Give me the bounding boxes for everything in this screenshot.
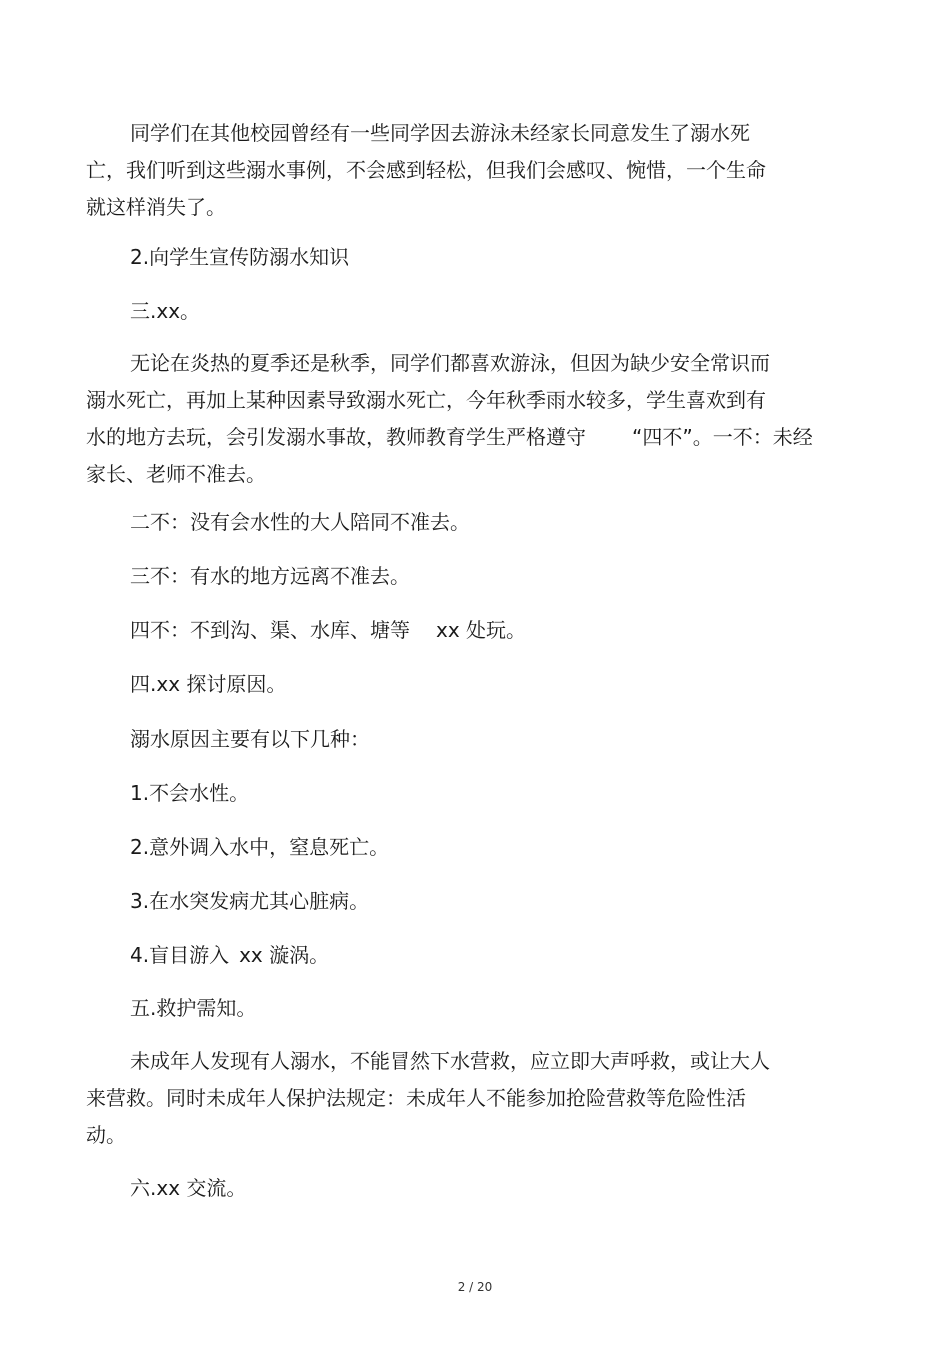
paragraph-line: 五.救护需知。 [130, 996, 257, 1020]
page-number: 2 / 20 [457, 1280, 493, 1294]
paragraph-line: 家长、老师不准去。 [86, 462, 266, 486]
rule-second-not [86, 504, 846, 541]
paragraph-line [86, 419, 846, 456]
causes-intro [86, 721, 846, 758]
paragraph-rescue-notice [86, 1043, 846, 1154]
list-item-publicize-knowledge [86, 239, 846, 276]
rule-fourth-not [86, 612, 846, 649]
paragraph-four-nots-intro [86, 345, 846, 493]
paragraph-drowning-incidents [86, 115, 846, 226]
paragraph-line: 二不：没有会水性的大人陪同不准去。 [130, 510, 470, 534]
paragraph-line: 就这样消失了。 [86, 195, 226, 219]
section-heading-three [86, 293, 846, 330]
paragraph-line: 溺水原因主要有以下几种： [130, 727, 370, 751]
paragraph-line: 未成年人发现有人溺水，不能冒然下水营救，应立即大声呼救，或让大人 [130, 1049, 770, 1073]
text-fragment: xx 处玩。 [436, 618, 527, 642]
rule-third-not [86, 558, 846, 595]
paragraph-line: 1.不会水性。 [130, 781, 250, 805]
text-fragment: “四不”。一不：未经 [632, 425, 813, 449]
text-fragment: xx 漩涡。 [239, 943, 330, 967]
section-heading-six [86, 1170, 846, 1207]
cause-item-3 [86, 883, 846, 920]
paragraph-line [86, 937, 846, 974]
paragraph-line: 同学们在其他校园曾经有一些同学因去游泳未经家长同意发生了溺水死 [130, 121, 750, 145]
text-fragment: 4.盲目游入 [130, 943, 230, 967]
text-fragment: 四不：不到沟、渠、水库、塘等 [130, 618, 410, 642]
paragraph-line [86, 612, 846, 649]
paragraph-line: 三不：有水的地方远离不准去。 [130, 564, 410, 588]
section-heading-five [86, 990, 846, 1027]
cause-item-1 [86, 775, 846, 812]
paragraph-line: 3.在水突发病尤其心脏病。 [130, 889, 370, 913]
cause-item-2 [86, 829, 846, 866]
paragraph-line: 来营救。同时未成年人保护法规定：未成年人不能参加抢险营救等危险性活 [86, 1086, 746, 1110]
paragraph-line: 三.xx。 [130, 299, 201, 323]
section-heading-four [86, 666, 846, 703]
paragraph-line: 无论在炎热的夏季还是秋季，同学们都喜欢游泳，但因为缺少安全常识而 [130, 351, 770, 375]
paragraph-line: 四.xx 探讨原因。 [130, 672, 287, 696]
paragraph-line: 溺水死亡，再加上某种因素导致溺水死亡，今年秋季雨水较多，学生喜欢到有 [86, 388, 766, 412]
paragraph-line: 2.意外调入水中，窒息死亡。 [130, 835, 390, 859]
paragraph-line: 六.xx 交流。 [130, 1176, 247, 1200]
paragraph-line: 2.向学生宣传防溺水知识 [130, 245, 350, 269]
paragraph-line: 动。 [86, 1123, 126, 1147]
cause-item-4 [86, 937, 846, 974]
paragraph-line: 亡，我们听到这些溺水事例，不会感到轻松，但我们会感叹、惋惜，一个生命 [86, 158, 766, 182]
text-fragment: 水的地方去玩，会引发溺水事故，教师教育学生严格遵守 [86, 425, 586, 449]
